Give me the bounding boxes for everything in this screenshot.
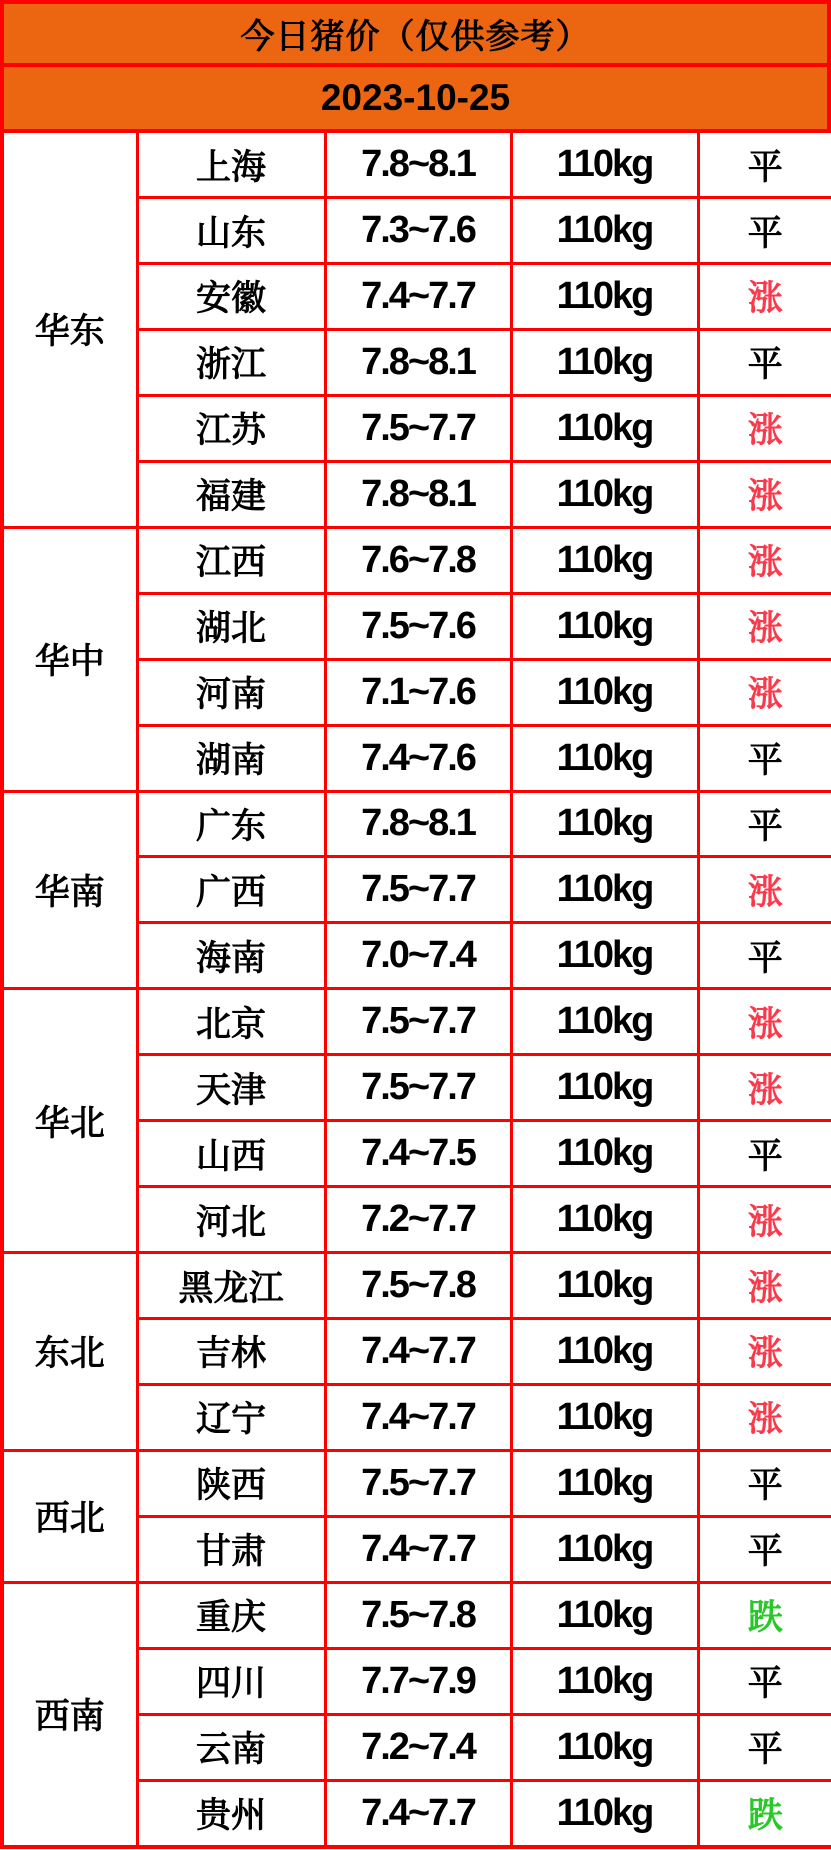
price-cell: 7.5~7.7 xyxy=(325,1055,511,1121)
province-cell: 河北 xyxy=(137,1187,325,1253)
weight-cell: 110kg xyxy=(511,593,698,659)
province-cell: 山西 xyxy=(137,1121,325,1187)
price-cell: 7.5~7.7 xyxy=(325,857,511,923)
province-cell: 安徽 xyxy=(137,264,325,330)
weight-cell: 110kg xyxy=(511,1714,698,1780)
weight-cell: 110kg xyxy=(511,1648,698,1714)
status-cell: 涨 xyxy=(698,527,831,593)
status-cell: 涨 xyxy=(698,1319,831,1385)
status-cell: 涨 xyxy=(698,659,831,725)
province-cell: 上海 xyxy=(137,131,325,198)
status-cell: 涨 xyxy=(698,593,831,659)
price-cell: 7.8~8.1 xyxy=(325,461,511,527)
weight-cell: 110kg xyxy=(511,791,698,857)
table-row xyxy=(2,1582,831,1648)
region-cell: 华北 xyxy=(2,989,137,1253)
region-cell: 西南 xyxy=(2,1582,137,1847)
price-table-body xyxy=(2,131,831,1847)
weight-cell: 110kg xyxy=(511,264,698,330)
table-row xyxy=(2,989,831,1055)
province-cell: 河南 xyxy=(137,659,325,725)
status-cell: 平 xyxy=(698,1516,831,1582)
status-cell: 涨 xyxy=(698,1253,831,1319)
province-cell: 黑龙江 xyxy=(137,1253,325,1319)
province-cell: 陕西 xyxy=(137,1450,325,1516)
status-cell: 涨 xyxy=(698,1384,831,1450)
status-cell: 涨 xyxy=(698,264,831,330)
price-cell: 7.7~7.9 xyxy=(325,1648,511,1714)
weight-cell: 110kg xyxy=(511,1253,698,1319)
province-cell: 云南 xyxy=(137,1714,325,1780)
weight-cell: 110kg xyxy=(511,198,698,264)
status-cell: 平 xyxy=(698,131,831,198)
status-cell: 平 xyxy=(698,1714,831,1780)
region-cell: 华东 xyxy=(2,131,137,527)
weight-cell: 110kg xyxy=(511,857,698,923)
table-row xyxy=(2,791,831,857)
price-cell: 7.5~7.6 xyxy=(325,593,511,659)
weight-cell: 110kg xyxy=(511,1055,698,1121)
price-cell: 7.4~7.7 xyxy=(325,1516,511,1582)
province-cell: 广东 xyxy=(137,791,325,857)
province-cell: 甘肃 xyxy=(137,1516,325,1582)
price-cell: 7.4~7.7 xyxy=(325,264,511,330)
price-cell: 7.0~7.4 xyxy=(325,923,511,989)
weight-cell: 110kg xyxy=(511,527,698,593)
page-title xyxy=(0,0,831,67)
province-cell: 天津 xyxy=(137,1055,325,1121)
price-cell: 7.2~7.4 xyxy=(325,1714,511,1780)
weight-cell: 110kg xyxy=(511,1384,698,1450)
price-cell: 7.4~7.7 xyxy=(325,1319,511,1385)
weight-cell: 110kg xyxy=(511,1516,698,1582)
weight-cell: 110kg xyxy=(511,1319,698,1385)
price-cell: 7.8~8.1 xyxy=(325,791,511,857)
weight-cell: 110kg xyxy=(511,1450,698,1516)
status-cell: 跌 xyxy=(698,1582,831,1648)
weight-cell: 110kg xyxy=(511,395,698,461)
price-cell: 7.2~7.7 xyxy=(325,1187,511,1253)
date-banner xyxy=(0,63,831,133)
price-cell: 7.5~7.7 xyxy=(325,1450,511,1516)
price-cell: 7.4~7.7 xyxy=(325,1384,511,1450)
price-cell: 7.8~8.1 xyxy=(325,131,511,198)
price-cell: 7.5~7.7 xyxy=(325,989,511,1055)
province-cell: 四川 xyxy=(137,1648,325,1714)
table-row xyxy=(2,131,831,198)
province-cell: 湖南 xyxy=(137,725,325,791)
status-cell: 平 xyxy=(698,1450,831,1516)
page-title-text: 今日猪价（仅供参考） xyxy=(240,18,591,56)
province-cell: 山东 xyxy=(137,198,325,264)
region-cell: 西北 xyxy=(2,1450,137,1582)
status-cell: 涨 xyxy=(698,1055,831,1121)
province-cell: 贵州 xyxy=(137,1780,325,1847)
province-cell: 重庆 xyxy=(137,1582,325,1648)
price-cell: 7.1~7.6 xyxy=(325,659,511,725)
province-cell: 浙江 xyxy=(137,329,325,395)
price-cell: 7.8~8.1 xyxy=(325,329,511,395)
status-cell: 平 xyxy=(698,198,831,264)
weight-cell: 110kg xyxy=(511,1121,698,1187)
weight-cell: 110kg xyxy=(511,131,698,198)
region-cell: 东北 xyxy=(2,1253,137,1451)
province-cell: 江苏 xyxy=(137,395,325,461)
price-cell: 7.3~7.6 xyxy=(325,198,511,264)
region-cell: 华南 xyxy=(2,791,137,989)
province-cell: 海南 xyxy=(137,923,325,989)
price-cell: 7.5~7.7 xyxy=(325,395,511,461)
weight-cell: 110kg xyxy=(511,1582,698,1648)
status-cell: 涨 xyxy=(698,395,831,461)
table-row xyxy=(2,1253,831,1319)
province-cell: 福建 xyxy=(137,461,325,527)
status-cell: 跌 xyxy=(698,1780,831,1847)
status-cell: 涨 xyxy=(698,1187,831,1253)
weight-cell: 110kg xyxy=(511,329,698,395)
status-cell: 平 xyxy=(698,725,831,791)
price-cell: 7.4~7.6 xyxy=(325,725,511,791)
status-cell: 平 xyxy=(698,1648,831,1714)
price-cell: 7.4~7.7 xyxy=(325,1780,511,1847)
price-cell: 7.4~7.5 xyxy=(325,1121,511,1187)
weight-cell: 110kg xyxy=(511,923,698,989)
status-cell: 平 xyxy=(698,1121,831,1187)
weight-cell: 110kg xyxy=(511,659,698,725)
weight-cell: 110kg xyxy=(511,1780,698,1847)
weight-cell: 110kg xyxy=(511,725,698,791)
region-cell: 华中 xyxy=(2,527,137,791)
province-cell: 湖北 xyxy=(137,593,325,659)
province-cell: 北京 xyxy=(137,989,325,1055)
table-row xyxy=(2,527,831,593)
province-cell: 江西 xyxy=(137,527,325,593)
price-cell: 7.5~7.8 xyxy=(325,1582,511,1648)
price-cell: 7.5~7.8 xyxy=(325,1253,511,1319)
province-cell: 广西 xyxy=(137,857,325,923)
status-cell: 平 xyxy=(698,329,831,395)
status-cell: 涨 xyxy=(698,989,831,1055)
province-cell: 辽宁 xyxy=(137,1384,325,1450)
price-table xyxy=(0,129,831,1849)
province-cell: 吉林 xyxy=(137,1319,325,1385)
status-cell: 平 xyxy=(698,923,831,989)
price-cell: 7.6~7.8 xyxy=(325,527,511,593)
weight-cell: 110kg xyxy=(511,989,698,1055)
status-cell: 涨 xyxy=(698,857,831,923)
date-text: 2023-10-25 xyxy=(320,77,511,118)
status-cell: 平 xyxy=(698,791,831,857)
status-cell: 涨 xyxy=(698,461,831,527)
weight-cell: 110kg xyxy=(511,1187,698,1253)
weight-cell: 110kg xyxy=(511,461,698,527)
table-row xyxy=(2,1450,831,1516)
